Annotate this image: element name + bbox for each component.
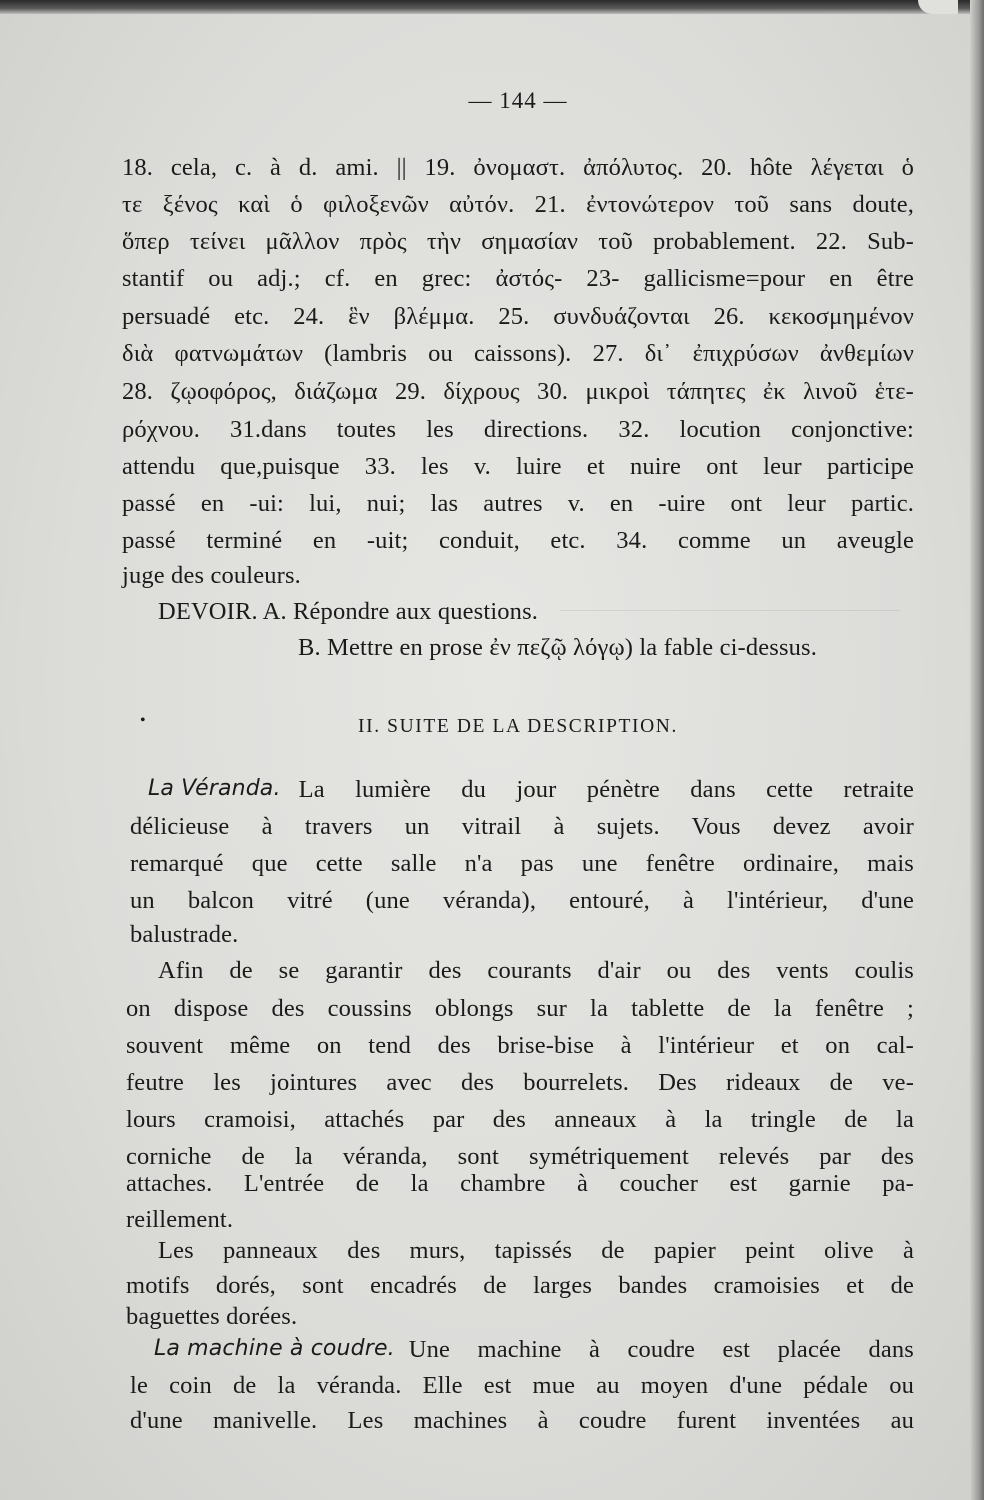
veranda-line-2: délicieuse à travers un vitrail à sujets. Vous devez avoir	[130, 813, 914, 840]
notes-line-3: ὅπερ τείνει μᾶλλον πρὸς τὴν σημασίαν τοῦ probablement. 22. Sub-	[122, 228, 914, 255]
notes-line-5: persuadé etc. 24. ἓν βλέμμα. 25. συνδυάζονται 26. κεκοσμημένον	[122, 303, 914, 330]
afin-line-5: lours cramoisi, attachés par des anneaux à la tringle de la	[126, 1106, 914, 1133]
veranda-first-line	[148, 776, 914, 804]
notes-line-12: juge des couleurs.	[122, 562, 301, 589]
afin-line-4: feutre les jointures avec des bourrelets. Des rideaux de ve-	[126, 1069, 914, 1096]
notes-line-1: 18. cela, c. à d. ami. || 19. ὀνομαστ. ἀπόλυτος. 20. hôte λέγεται ὁ	[122, 154, 914, 181]
page-corner-notch	[918, 0, 958, 14]
notes-line-8: ρόχνου. 31.dans toutes les directions. 32. locution conjonctive:	[122, 416, 914, 443]
heading-bullet: •	[140, 712, 146, 729]
notes-line-9: attendu que,puisque 33. les v. luire et nuire ont leur participe	[122, 453, 914, 480]
machine-title: La machine à coudre.	[154, 1336, 395, 1361]
veranda-title: La Véranda.	[148, 776, 281, 801]
veranda-line-4: un balcon vitré (une véranda), entouré, à l'intérieur, d'une	[130, 887, 914, 914]
afin-line-7: attaches. L'entrée de la chambre à coucher est garnie pa-	[126, 1170, 914, 1197]
page-top-edge	[0, 0, 984, 14]
notes-line-2: τε ξένος καὶ ὁ φιλοξενῶν αὐτόν. 21. ἐντονώτερον τοῦ sans doute,	[122, 191, 914, 218]
devoir-a: DEVOIR. A. Répondre aux questions.	[158, 598, 539, 625]
notes-line-11: passé terminé en -uit; conduit, etc. 34. comme un aveugle	[122, 527, 914, 554]
afin-line-2: on dispose des coussins oblongs sur la tablette de la fenêtre ;	[126, 995, 914, 1022]
notes-line-6: διὰ φατνωμάτων (lambris ou caissons). 27. δι᾽ ἐπιχρύσων ἀνθεμίων	[122, 340, 914, 367]
machine-first-line	[154, 1336, 914, 1364]
machine-line-3: d'une manivelle. Les machines à coudre furent inventées au	[130, 1407, 914, 1434]
veranda-line-5: balustrade.	[130, 921, 239, 948]
notes-line-10: passé en -ui: lui, nui; las autres v. en -uire ont leur partic.	[122, 490, 914, 517]
devoir-b: B. Mettre en prose ἐν πεζῷ λόγῳ) la fable ci-dessus.	[298, 634, 818, 661]
notes-line-4: stantif ou adj.; cf. en grec: ἀστός- 23- gallicisme=pour en être	[122, 265, 914, 292]
page-right-edge	[970, 0, 984, 1500]
page-number: — 144 —	[468, 88, 568, 113]
veranda-first-line-text: La lumière du jour pénètre dans cette retraite	[298, 776, 914, 803]
veranda-line-3: remarqué que cette salle n'a pas une fenêtre ordinaire, mais	[130, 850, 914, 877]
afin-line-3: souvent même on tend des brise-bise à l'intérieur et on cal-	[126, 1032, 914, 1059]
machine-line-2: le coin de la véranda. Elle est mue au moyen d'une pédale ou	[130, 1372, 914, 1399]
notes-line-7: 28. ζῳοφόρος, διάζωμα 29. δίχρους 30. μικροὶ τάπητες ἐκ λινοῦ ἑτε-	[122, 378, 914, 405]
section-heading: II. SUITE DE LA DESCRIPTION.	[358, 716, 678, 737]
panneaux-line-3: baguettes dorées.	[126, 1303, 298, 1330]
panneaux-line-2: motifs dorés, sont encadrés de larges bandes cramoisies et de	[126, 1272, 914, 1299]
afin-line-8: reillement.	[126, 1206, 234, 1233]
show-through-rule	[560, 610, 900, 611]
afin-line-1: Afin de se garantir des courants d'air ou des vents coulis	[158, 957, 914, 984]
panneaux-line-1: Les panneaux des murs, tapissés de papier peint olive à	[158, 1237, 914, 1264]
afin-line-6: corniche de la véranda, sont symétriquement relevés par des	[126, 1143, 914, 1170]
machine-first-line-text: Une machine à coudre est placée dans	[408, 1336, 914, 1363]
